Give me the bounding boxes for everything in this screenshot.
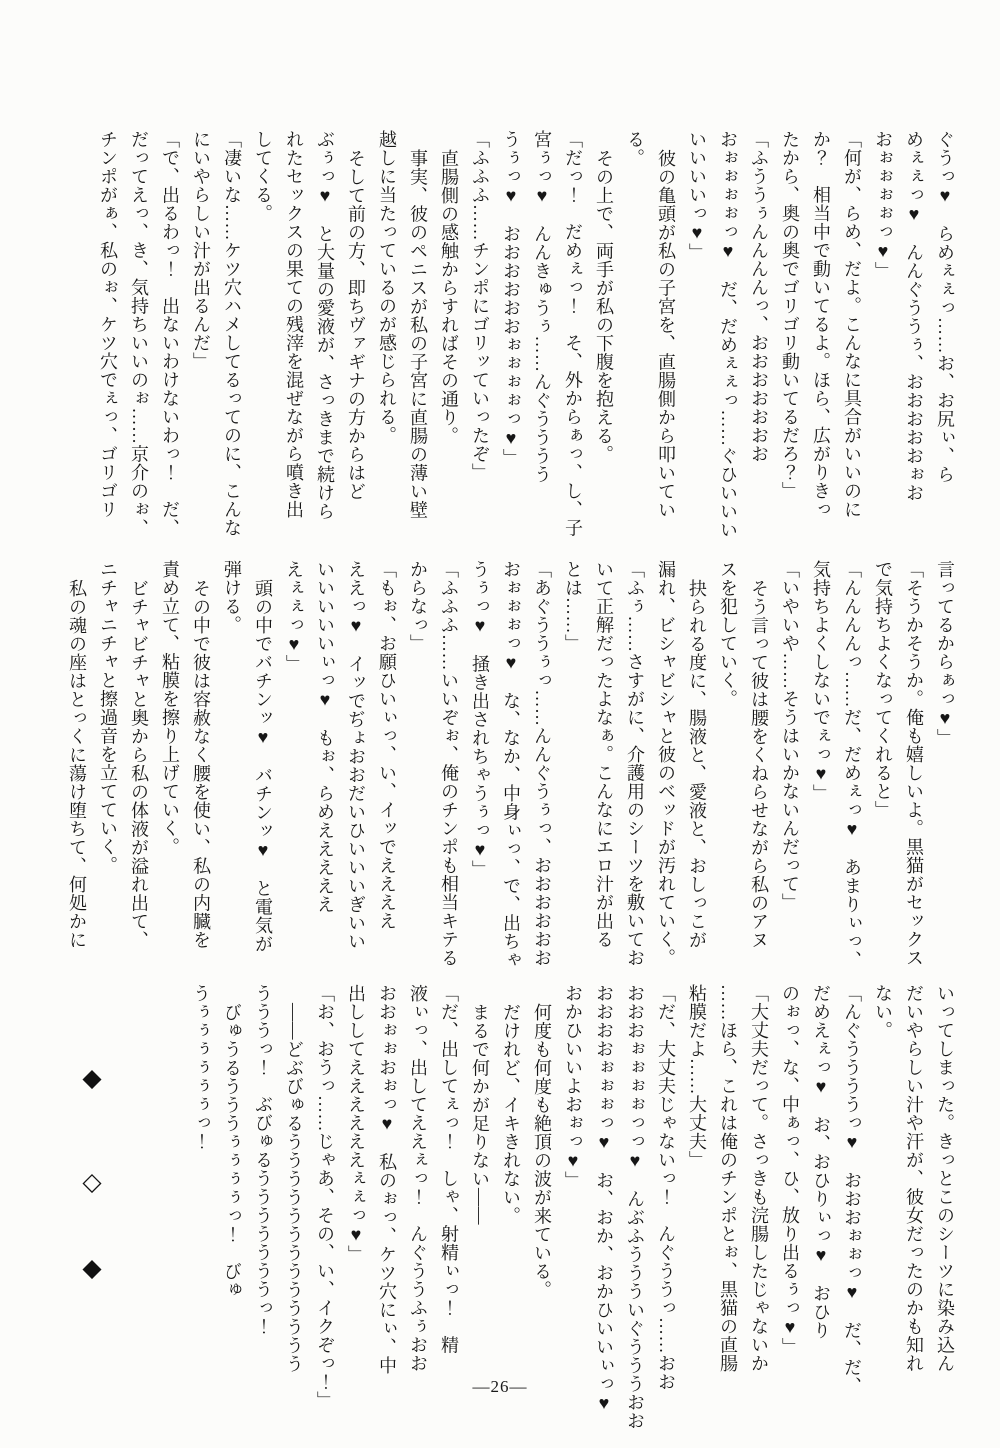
text-column: 「だ、大丈夫じゃないっ！ んぐううっ……おお xyxy=(656,984,676,1391)
text-column: 「お、おうっ……じゃあ、その、い、イクぞっ！」 xyxy=(315,984,335,1410)
text-column: 気持ちよくしないでぇっ♥」 xyxy=(811,560,831,803)
text-column: そして前の方、即ちヴァギナの方からはど xyxy=(346,149,366,501)
text-column: 「何が、らめ、だよ。こんなに具合がいいのに xyxy=(842,130,862,519)
text-column: 「んんんんっ……だ、だめぇっ♥ あまりぃっ、 xyxy=(842,560,862,969)
text-column: 私の魂の座はとっくに蕩け堕ちて、何処かに xyxy=(67,579,87,949)
text-column: 「そうかそうか。俺も嬉しいよ。黒猫がセックス xyxy=(904,560,924,967)
text-column: 宮ぅっ♥ んんきゅうぅ……んぐうううう xyxy=(532,130,552,484)
text-column: 出ししてええええええぇぇっ♥」 xyxy=(346,984,366,1264)
text-column: ぐうっ♥ らめぇぇっ……お、お尻ぃ、ら xyxy=(935,130,955,484)
text-column: たから、奥の奥でゴリゴリ動いてるだろ？」 xyxy=(780,130,800,500)
text-column: 「凄いな……ケツ穴ハメしてるってのに、こんな xyxy=(222,130,242,537)
text-column: 「ふふふ……いいぞぉ、俺のチンポも相当キテる xyxy=(439,560,459,967)
text-column: 液ぃっ、出してええぇっ！ んぐううふぅおお xyxy=(408,984,428,1373)
text-band-top xyxy=(92,130,960,548)
text-column: おぉぉぉぉっ♥」 xyxy=(873,130,893,280)
text-column: 「あぐううぅっ……んんぐうぅっ、おおおおおお xyxy=(532,560,552,967)
text-column: おぉぉぉっ♥ な、なか、中身ぃっ、で、出ちゃ xyxy=(501,560,521,969)
text-column: とは……」 xyxy=(563,560,583,653)
text-column: そう言って彼は腰をくねらせながら私のアヌ xyxy=(749,579,769,949)
text-column: うぅっ♥ おおおおおおぉぉぉぉっ♥」 xyxy=(501,130,521,467)
text-column: 「で、出るわっ！ 出ないわけないわっ！ だ、 xyxy=(160,130,180,537)
page-number: —26— xyxy=(472,1377,528,1396)
text-column: おおおぉぉぉぉっっ♥ んぶふううういぐうううおお xyxy=(625,984,645,1430)
text-column: えぇぇっ♥」 xyxy=(284,560,304,673)
text-column: ニチャニチャと擦過音を立てていく。 xyxy=(98,560,118,875)
text-column: からなっ」 xyxy=(408,560,428,653)
text-column: その上で、両手が私の下腹を抱える。 xyxy=(594,149,614,464)
text-column: 「大丈夫だって。さっきも浣腸したじゃないか xyxy=(749,984,769,1373)
text-column: 弾ける。 xyxy=(222,560,242,634)
text-column: まるで何かが足りない—— xyxy=(470,1003,490,1225)
text-column: その中で彼は容赦なく腰を使い、私の内臓を xyxy=(191,579,211,949)
text-column: 事実、彼のペニスが私の子宮に直腸の薄い壁 xyxy=(408,149,428,519)
text-column: おぉぉぉぉっ♥ だ、だめぇぇっ……ぐひいいい xyxy=(718,130,738,539)
text-column: ええっ♥ イッでぢょおおだいひいいいぎいい xyxy=(346,560,366,951)
text-column: のぉっ、な、中ぁっ、ひ、放り出るぅっ♥」 xyxy=(780,984,800,1356)
text-column: おおぉぉおぉっ♥ 私のぉっ、ケツ穴にぃ、中 xyxy=(377,984,397,1375)
text-column: 頭の中でバチンッ♥ バチンッ♥ と電気が xyxy=(253,579,273,953)
text-column: 直腸側の感触からすればその通り。 xyxy=(439,149,459,445)
section-divider xyxy=(74,1066,110,1281)
text-column: 彼の亀頭が私の子宮を、直腸側から叩いてい xyxy=(656,149,676,519)
text-column: る。 xyxy=(625,130,645,167)
text-column: おかひいいよおぉっ♥」 xyxy=(563,984,583,1190)
text-band-bottom xyxy=(185,984,960,1430)
text-column: だめえぇっ♥ お、おひりぃっ♥ おひり xyxy=(811,984,831,1340)
text-column: 「ふぅ……さすがに、介護用のシーツを敷いてお xyxy=(625,560,645,967)
text-column: ビチャビチャと奥から私の体液が溢れ出て、 xyxy=(129,579,149,949)
text-column: ……ほら、これは俺のチンポとぉ、黒猫の直腸 xyxy=(718,984,738,1373)
text-column: だいやらしい汁や汗が、彼女だったのかも知れ xyxy=(904,984,924,1373)
text-column: うぅっ♥ 掻き出されちゃうぅっ♥」 xyxy=(470,560,490,879)
text-column: 「ふふふ……チンポにゴリッていったぞ」 xyxy=(470,130,490,482)
text-column: 粘膜だよ……大丈夫」 xyxy=(687,984,707,1169)
text-column: だけれど、イキきれない。 xyxy=(501,1003,521,1225)
diamond-filled-icon: ◆ xyxy=(82,1065,102,1092)
text-column: チンポがぁ、私のぉ、ケツ穴でぇっ、ゴリゴリ xyxy=(98,130,118,519)
text-column: うううっ！ ぶびゅるうううううううっ！ xyxy=(253,984,273,1336)
diamond-filled-icon: ◆ xyxy=(82,1255,102,1282)
text-column: めぇぇっ♥ んんぐううぅ、おおおおおぉお xyxy=(904,130,924,502)
text-column: おおおおぉぉぉっ♥ お、おか、おかひいいぃっ♥ xyxy=(594,984,614,1414)
text-column: だってえっ、き、気持ちいいのぉ……京介のぉ、 xyxy=(129,130,149,537)
text-column: にいやらしい汁が出るんだ」 xyxy=(191,130,211,371)
text-column: ——どぶびゅるううううううううううううう xyxy=(284,1003,304,1373)
text-column: 言ってるからぁっ♥」 xyxy=(935,560,955,747)
text-column: うぅぅぅぅぅぅっ！ xyxy=(191,984,211,1151)
text-column: ない。 xyxy=(873,984,893,1040)
text-column: いいいいっ♥」 xyxy=(687,130,707,262)
text-column: 越しに当たっているのが感じられる。 xyxy=(377,130,397,445)
text-column: 「だ、出してぇっ！ しゃ、射精ぃっ！ 精 xyxy=(439,984,459,1354)
text-column: れたセックスの果ての残滓を混ぜながら噴き出 xyxy=(284,130,304,519)
text-column: 抉られる度に、腸液と、愛液と、おしっこが xyxy=(687,579,707,949)
text-column: で気持ちよくなってくれると」 xyxy=(873,560,893,819)
text-column: してくる。 xyxy=(253,130,273,223)
text-column: いて正解だったよなぁ。こんなにエロ汁が出る xyxy=(594,560,614,949)
text-column: いってしまった。きっとこのシーツに染み込ん xyxy=(935,984,955,1373)
text-column: 「ふううぅんんんんっ、おおおおおおお xyxy=(749,130,769,463)
text-column: 「んぐううううっ♥ おおおぉぉっ♥ だ、だ、 xyxy=(842,984,862,1395)
text-column: 責め立て、粘膜を擦り上げていく。 xyxy=(160,560,180,856)
text-column: か？ 相当中で動いてるよ。ほら、広がりきっ xyxy=(811,130,831,519)
diamond-hollow-icon: ◇ xyxy=(82,1169,102,1196)
text-column: いいいいいぃっ♥ もぉ、らめえええええ xyxy=(315,560,335,914)
text-column: ぶぅっ♥ と大量の愛液が、さっきまで続けら xyxy=(315,130,335,521)
text-band-middle xyxy=(61,560,960,978)
text-column: 漏れ、ビシャビシャと彼のベッドが汚れていく。 xyxy=(656,560,676,967)
text-column: 「だっ！ だめぇっ！ そ、外からぁっ、し、子 xyxy=(563,130,583,537)
text-column: 「いやいや……そうはいかないんだって」 xyxy=(780,560,800,912)
text-column: 何度も何度も絶頂の波が来ている。 xyxy=(532,1003,552,1299)
text-column: スを犯していく。 xyxy=(718,560,738,708)
text-column: びゅうるうううぅぅぅぅっ！ びゅ xyxy=(222,1003,242,1299)
text-column: 「もぉ、お願ひいぃっ、い、イッでええええ xyxy=(377,560,397,930)
